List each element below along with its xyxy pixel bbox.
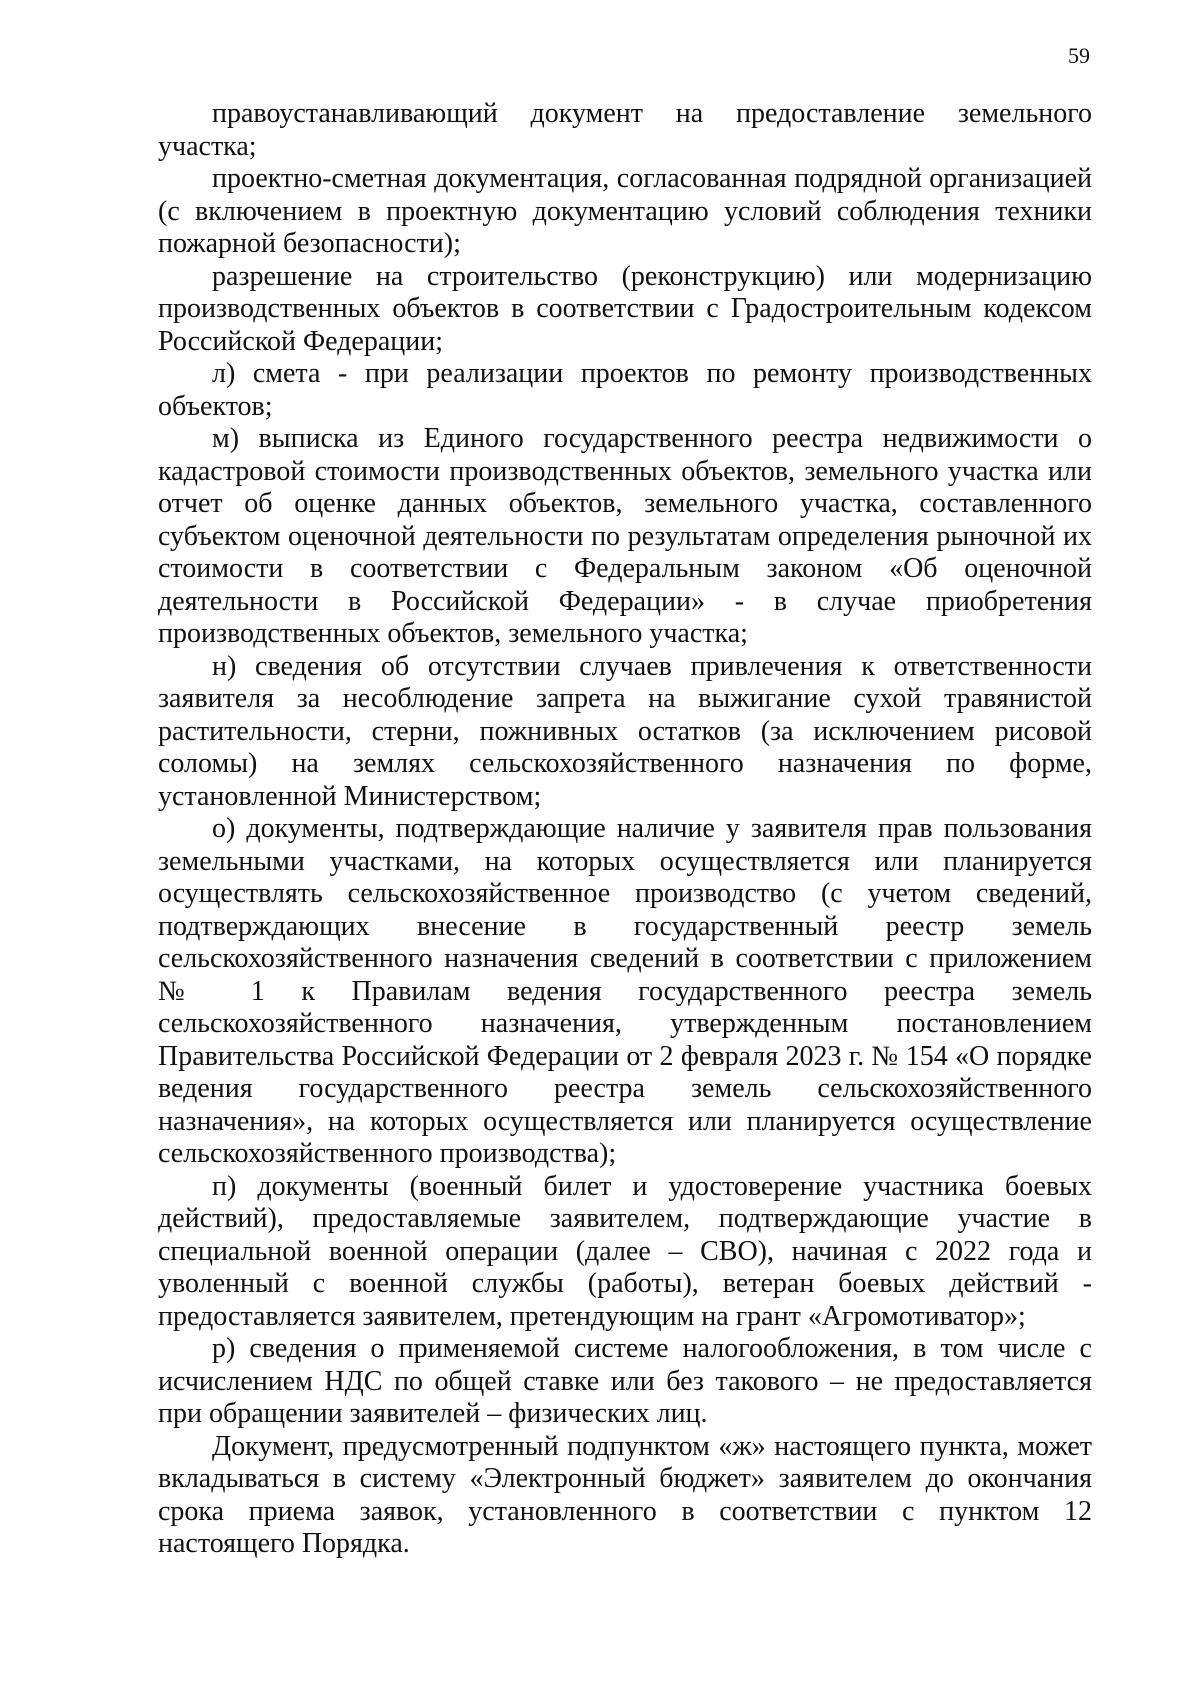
paragraph-item-o-land-rights: о) документы, подтверждающие наличие у заявителя прав пользования земельными участками, на которых осуществляется или планируется осуществлять сельскохозяйственное производство (с учетом сведений, подтверждающих внесение в государственный реестр земель сельскохозяйственного назначения сведений в соответствии с приложением № 1 к Правилам ведения государственного реестра земель сельскохозяйственного назначения, утвержденным постановлением Правительства Российской Федерации от 2 февраля 2023 г. № 154 «О порядке ведения государственного реестра земель сельскохозяйственного назначения», на которых осуществляется или планируется осуществление сельскохозяйственного производства); [158,813,1092,1169]
document-body [158,98,1092,1561]
paragraph-item-n-no-liability: н) сведения об отсутствии случаев привлечения к ответственности заявителя за несоблюдение запрета на выжигание сухой травянистой растительности, стерни, пожнивных остатков (за исключением рисовой соломы) на землях сельскохозяйственного назначения по форме, установленной Министерством; [158,650,1092,812]
paragraph-design-estimate-documentation: проектно-сметная документация, согласованная подрядной организацией (с включением в проектную документацию условий соблюдения техники пожарной безопасности); [158,163,1092,259]
paragraph-closing-note: Документ, предусмотренный подпунктом «ж» настоящего пункта, может вкладываться в систему «Электронный бюджет» заявителем до окончания срока приема заявок, установленного в соответствии с пунктом 12 настоящего Порядка. [158,1430,1092,1559]
paragraph-item-m-registry-extract: м) выписка из Единого государственного реестра недвижимости о кадастровой стоимости производственных объектов, земельного участка или отчет об оценке данных объектов, земельного участка, составленного субъектом оценочной деятельности по результатам определения рыночной их стоимости в соответствии с Федеральным законом «Об оценочной деятельности в Российской Федерации» - в случае приобретения производственных объектов, земельного участка; [158,423,1092,649]
page-number: 59 [1068,43,1090,68]
paragraph-title-document: правоустанавливающий документ на предоставление земельного участка; [158,98,1092,162]
paragraph-item-l-estimate: л) смета - при реализации проектов по ремонту производственных объектов; [158,358,1092,422]
paragraph-item-p-military-documents: п) документы (военный билет и удостоверение участника боевых действий), предоставляемые заявителем, подтверждающие участие в специальной военной операции (далее – СВО), начиная с 2022 года и уволенный с военной службы (работы), ветеран боевых действий - предоставляется заявителем, претендующим на грант «Агромотиватор»; [158,1170,1092,1332]
paragraph-construction-permit: разрешение на строительство (реконструкцию) или модернизацию производственных объектов в соответствии с Градостроительным кодексом Российской Федерации; [158,260,1092,357]
paragraph-item-r-tax-system: р) сведения о применяемой системе налогообложения, в том числе с исчислением НДС по общей ставке или без такового – не предоставляется при обращении заявителей – физических лиц. [158,1333,1092,1429]
